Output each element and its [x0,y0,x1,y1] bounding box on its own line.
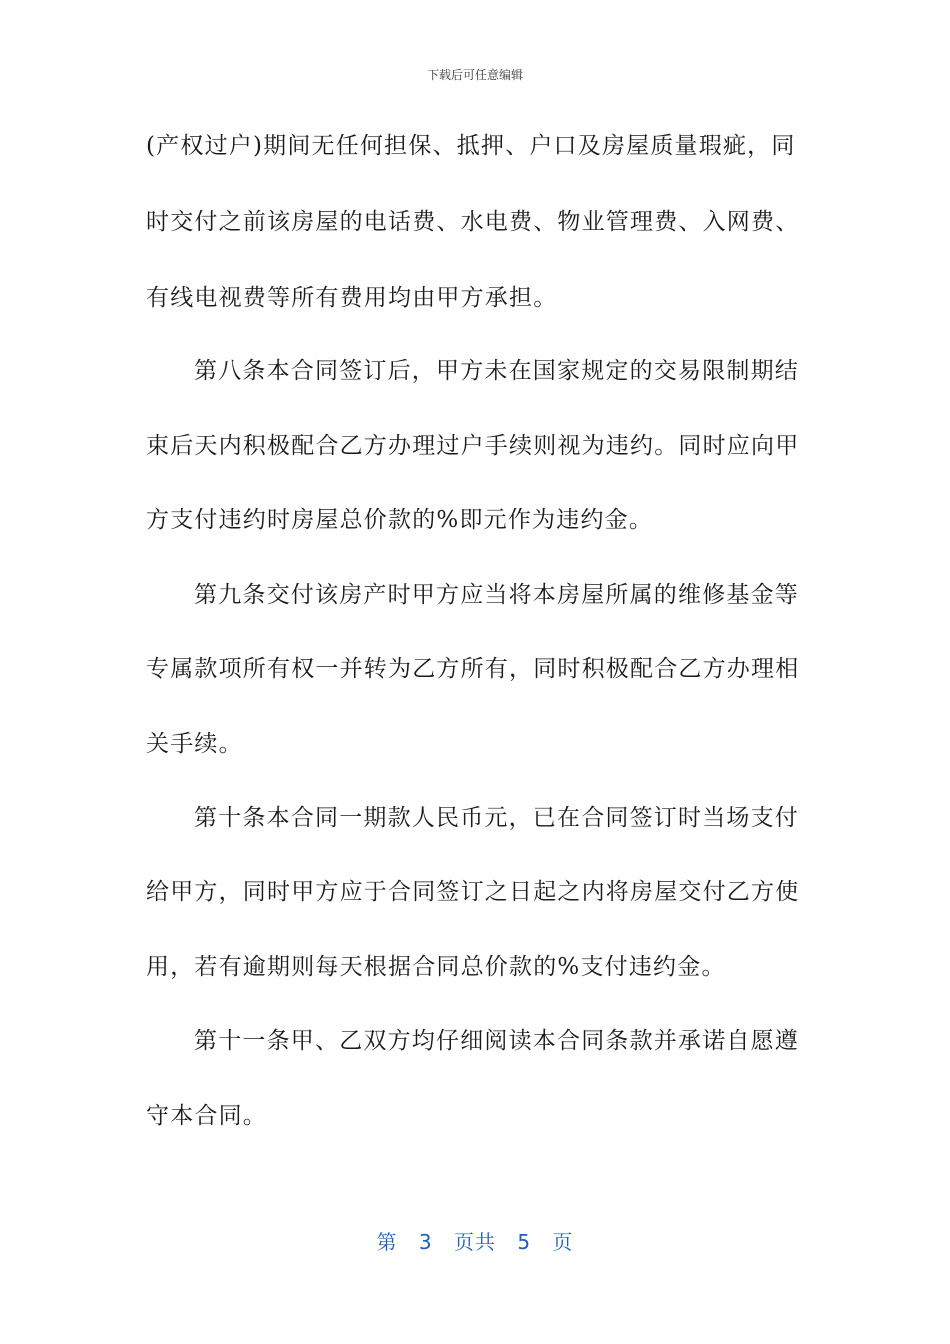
paragraph-line: 方支付违约时房屋总价款的%即元作为违约金。 [146,507,654,533]
page-header: 下载后可任意编辑 [426,68,523,82]
paragraph-line: 第十条本合同一期款人民币元，已在合同签订时当场支付 [194,805,799,831]
paragraph-line: (产权过户)期间无任何担保、抵押、户口及房屋质量瑕疵，同 [146,133,796,159]
page-footer: 第 3 页共 5 页 [376,1230,574,1254]
paragraph-line: 时交付之前该房屋的电话费、水电费、物业管理费、入网费、 [146,209,800,235]
paragraph-line: 给甲方，同时甲方应于合同签订之日起之内将房屋交付乙方使 [146,879,800,905]
paragraph-line: 第八条本合同签订后，甲方未在国家规定的交易限制期结 [194,358,799,384]
paragraph-line: 守本合同。 [146,1103,267,1129]
paragraph-line: 束后天内积极配合乙方办理过户手续则视为违约。同时应向甲 [146,433,800,459]
paragraph-line: 第九条交付该房产时甲方应当将本房屋所属的维修基金等 [194,582,799,608]
paragraph-line: 第十一条甲、乙双方均仔细阅读本合同条款并承诺自愿遵 [194,1028,799,1054]
paragraph-line: 关手续。 [146,731,243,757]
paragraph-line: 有线电视费等所有费用均由甲方承担。 [146,285,558,311]
paragraph-line: 用，若有逾期则每天根据合同总价款的%支付违约金。 [146,954,726,980]
paragraph-line: 专属款项所有权一并转为乙方所有，同时积极配合乙方办理相 [146,656,800,682]
